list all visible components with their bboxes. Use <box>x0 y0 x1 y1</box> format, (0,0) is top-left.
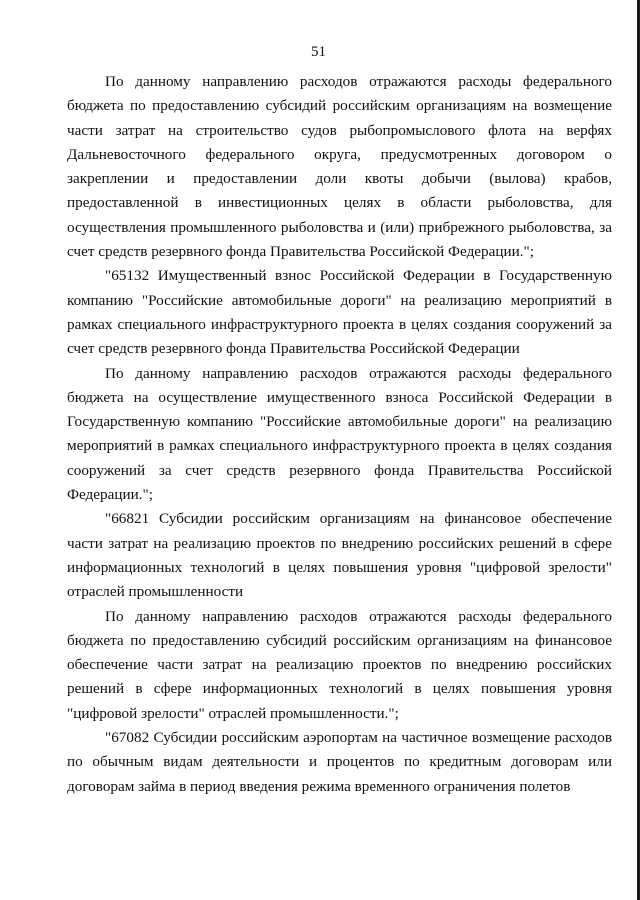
paragraph-code-65132: "65132 Имущественный взнос Российской Федерации в Государственную компанию "Российские автомобильные дороги" на реализацию мероприятий в рамках специального инфраструктурного проекта в целях создания сооружений за счет средств резервного фонда Правительства Российской Федерации <box>67 267 612 358</box>
paragraph-code-67082: "67082 Субсидии российским аэропортам на частичное возмещение расходов по обычным видам деятельности и процентов по кредитным договорам или договорам займа в период введения режима временного ограничения полетов <box>67 729 612 795</box>
document-body <box>67 70 612 799</box>
paragraph-expense-description-road-company: По данному направлению расходов отражаются расходы федерального бюджета на осуществление имущественного взноса Российской Федерации в Государственную компанию "Российские автомобильные дороги" на реализацию мероприятий в рамках специального инфраструктурного проекта в целях создания сооружений за счет средств резервного фонда Правительства Российской Федерации."; <box>67 364 612 504</box>
page-number: 51 <box>311 44 326 60</box>
paragraph-code-66821: "66821 Субсидии российским организациям на финансовое обеспечение части затрат на реализацию проектов по внедрению российских решений в сфере информационных технологий в целях повышения уровня "цифровой зрелости" отраслей промышленности <box>67 510 612 601</box>
paragraph-expense-description-fishing-fleet: По данному направлению расходов отражаются расходы федерального бюджета по предоставлению субсидий российским организациям на возмещение части затрат на строительство судов рыбопромыслового флота на верфях Дальневосточного федерального округа, предусмотренных договором о закреплении и предоставлении доли квоты добычи (вылова) крабов, предоставленной в инвестиционных целях в области рыболовства, для осуществления промышленного рыболовства и (или) прибрежного рыболовства, за счет средств резервного фонда Правительства Российской Федерации."; <box>67 73 612 261</box>
paragraph-expense-description-digital-maturity: По данному направлению расходов отражаются расходы федерального бюджета по предоставлению субсидий российским организациям на финансовое обеспечение части затрат на реализацию проектов по внедрению российских решений в сфере информационных технологий в целях повышения уровня "цифровой зрелости" отраслей промышленности."; <box>67 607 612 722</box>
